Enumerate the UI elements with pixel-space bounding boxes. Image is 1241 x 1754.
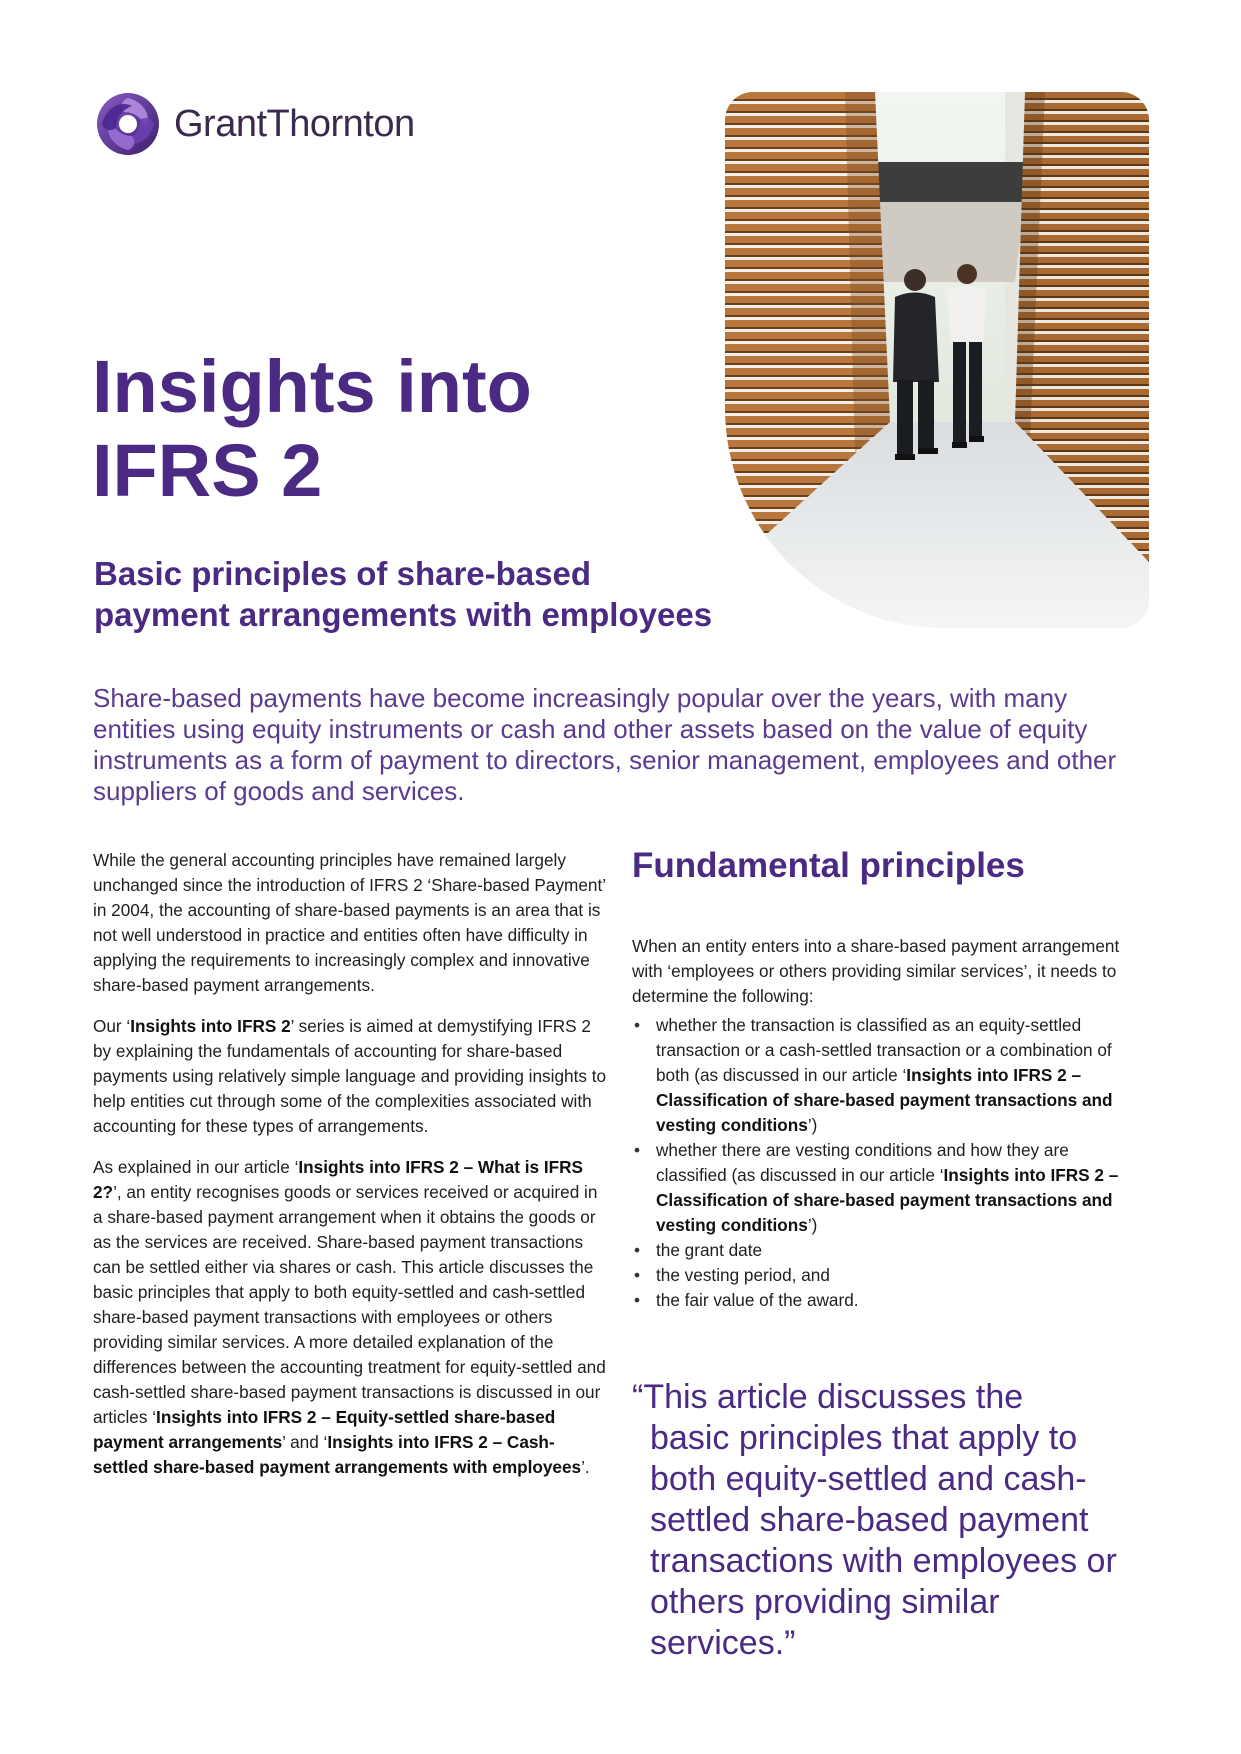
- section-heading: Fundamental principles: [632, 846, 1025, 885]
- grant-thornton-swirl-logo-icon: [96, 92, 160, 156]
- text-span: ’.: [581, 1457, 590, 1477]
- hero-image: [725, 92, 1149, 628]
- body-paragraph: While the general accounting principles have remained largely unchanged since the introduction of IFRS 2 ‘Share-based Payment’ in 2004, the accounting of share-based payments is an area that is not well understood in practice and entities often have difficulty in applying the requirements to increasingly complex and innovative share-based payment arrangements.: [93, 850, 606, 995]
- article-reference: Insights into IFRS 2 – Classification of share-based payment transactions and vesting conditions: [656, 1165, 1119, 1235]
- article-reference: Insights into IFRS 2 – Classification of share-based payment transactions and vesting conditions: [656, 1065, 1113, 1135]
- page-title: [92, 345, 712, 513]
- text-span: ’ series is aimed at demystifying IFRS 2 by explaining the fundamentals of accounting for share-based payments using relatively simple language and providing insights to help entities cut through some of the complexities associated with accounting for these types of arrangements.: [93, 1016, 607, 1136]
- text-span: whether the transaction is classified as an equity-settled transaction or a cash-settled transaction or a combination of both (as discussed in our article ‘: [656, 1015, 1112, 1085]
- quote-first-line: “This article discusses the: [632, 1378, 1024, 1416]
- article-reference: Insights into IFRS 2 – Cash-settled share-based payment arrangements with employees: [93, 1432, 582, 1477]
- pull-quote: [632, 1377, 1152, 1664]
- text-span: As explained in our article ‘: [93, 1157, 299, 1177]
- bullet-list: [632, 1013, 1137, 1313]
- brand-name: GrantThornton: [174, 102, 415, 145]
- left-column: [93, 848, 608, 1496]
- text-span: whether there are vesting conditions and how they are classified (as discussed in our article ‘: [656, 1140, 1069, 1185]
- body-paragraph: [93, 1014, 608, 1139]
- list-item: • the fair value of the award.: [632, 1288, 1137, 1313]
- list-item: [632, 1013, 1137, 1138]
- brand-logo: [96, 92, 415, 156]
- intro-paragraph: Share-based payments have become increasingly popular over the years, with many entities using equity instruments or cash and other assets based on the value of equity instruments as a form of payment to directors, senior management, employees and other suppliers of goods and services.: [93, 683, 1117, 806]
- text-span: ’): [807, 1115, 818, 1135]
- corridor-photo: [725, 92, 1149, 628]
- text-span: ’, an entity recognises goods or services received or acquired in a share-based payment arrangement when it obtains the goods or as the services are received. Share-based payment transactions can be settled either via shares or cash. This article discusses the basic principles that apply to both equity-settled and cash-settled share-based payment transactions with employees or others providing similar services. A more detailed explanation of the differences between the accounting treatment for equity-settled and cash-settled share-based payment transactions is discussed in our articles ‘: [93, 1182, 606, 1427]
- text-span: ’): [807, 1215, 818, 1235]
- list-item: • the vesting period, and: [632, 1263, 1137, 1288]
- title-line: Insights into: [92, 345, 532, 428]
- list-item: • the grant date: [632, 1238, 1137, 1263]
- article-reference: Insights into IFRS 2 – What is IFRS 2?: [93, 1157, 583, 1202]
- text-span: Our ‘: [93, 1016, 131, 1036]
- title-line: IFRS 2: [92, 429, 323, 512]
- quote-text: basic principles that apply to both equity-settled and cash-settled share-based payment transactions with employees or others providing similar services.”: [650, 1419, 1117, 1662]
- article-reference: Insights into IFRS 2 – Equity-settled share-based payment arrangements: [93, 1407, 556, 1452]
- subtitle-line: payment arrangements with employees: [94, 596, 713, 633]
- right-column: [632, 934, 1137, 1313]
- page-subtitle: [94, 553, 794, 635]
- subtitle-line: Basic principles of share-based: [94, 555, 592, 592]
- body-paragraph: [93, 1155, 608, 1480]
- list-item: [632, 1138, 1137, 1238]
- body-paragraph: When an entity enters into a share-based payment arrangement with ‘employees or others providing similar services’, it needs to determine the following:: [632, 936, 1120, 1006]
- article-reference: Insights into IFRS 2: [130, 1016, 291, 1036]
- text-span: ’ and ‘: [282, 1432, 328, 1452]
